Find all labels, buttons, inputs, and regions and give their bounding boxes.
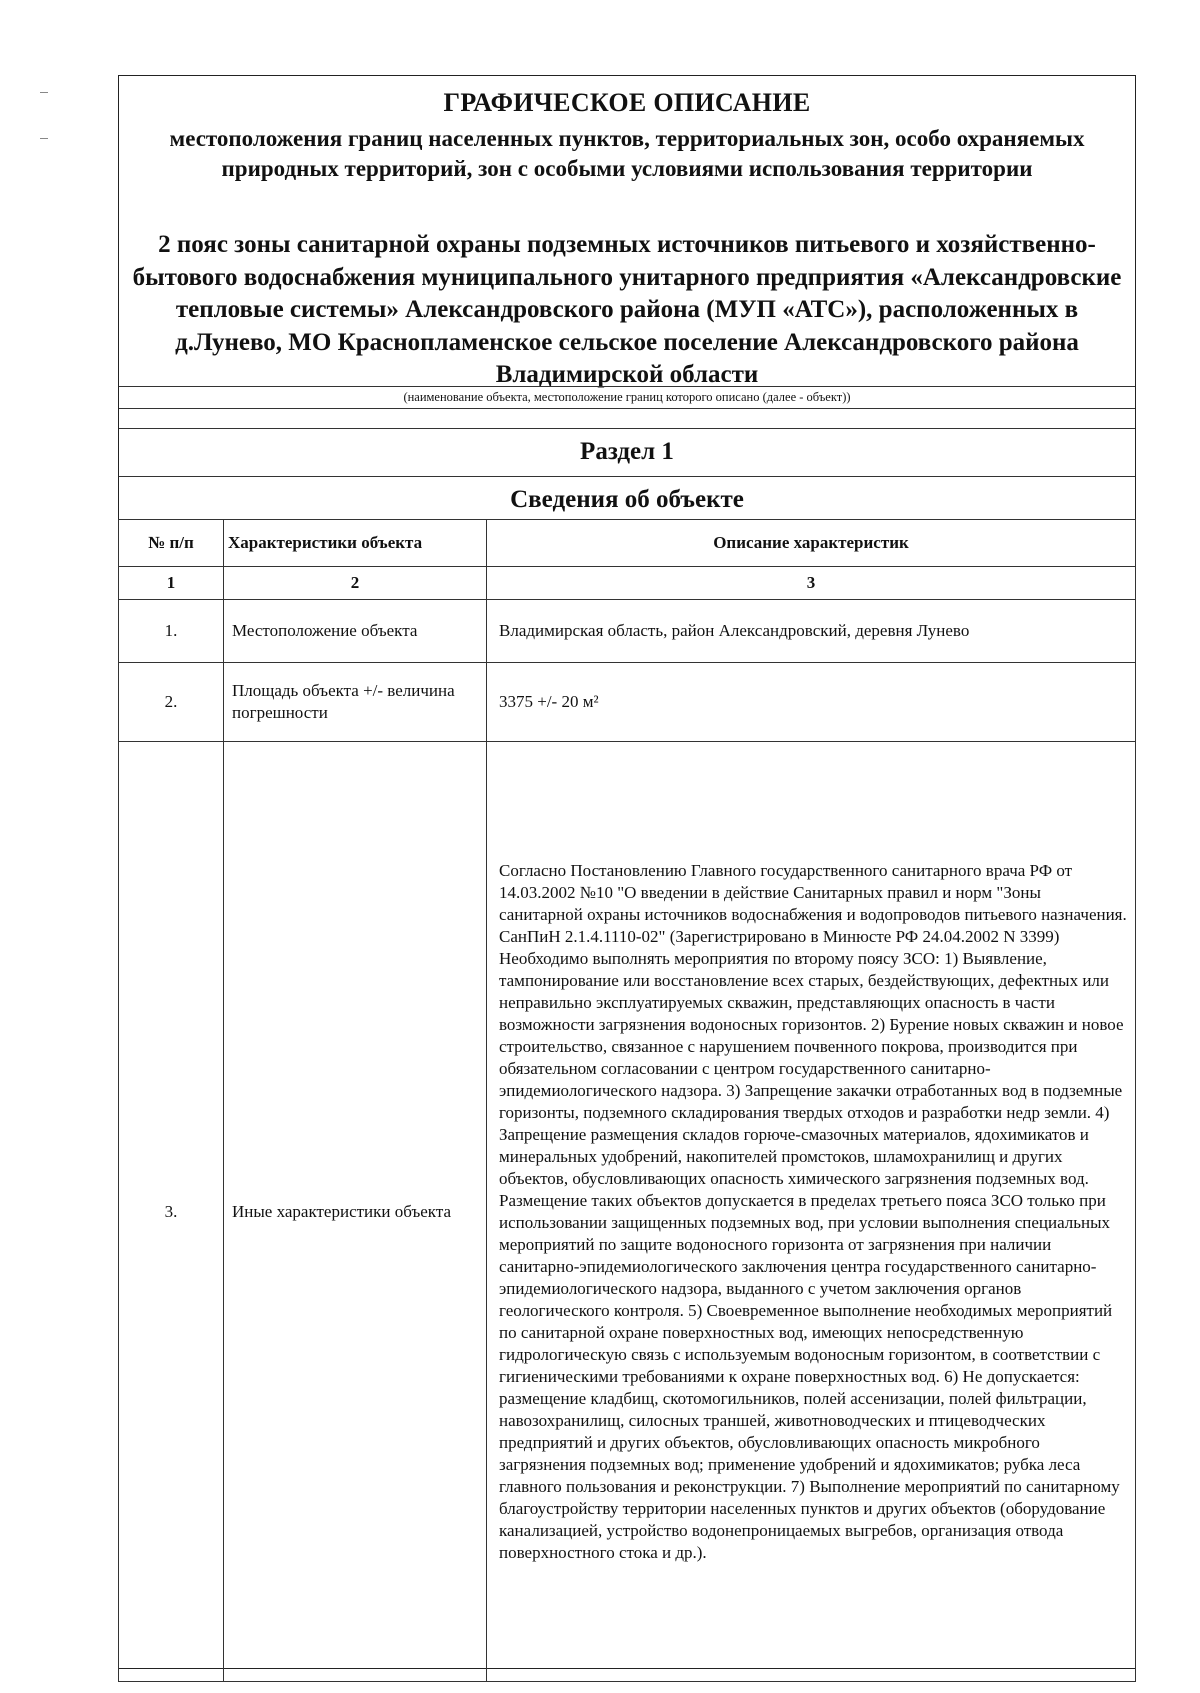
section-subtitle-row bbox=[119, 476, 1135, 521]
table-row bbox=[119, 663, 1136, 742]
object-hint: (наименование объекта, местоположение границ которого описано (далее - объект)) bbox=[403, 390, 851, 404]
column-number: 3 bbox=[487, 567, 1136, 600]
row-description: Согласно Постановлению Главного государственного санитарного врача РФ от 14.03.2002 №10 "О введении в действие Санитарных правил и норм "Зоны санитарной охраны источников водоснабжения и водопроводов питьевого назначения. СанПиН 2.1.4.1110-02" (Зарегистрировано в Минюсте РФ 24.04.2002 N 3399) Необходимо выполнять мероприятия по второму поясу ЗСО: 1) Выявление, тампонирование или восстановление всех старых, бездействующих, дефектных или неправильно эксплуатируемых скважин, представляющих опасность в части возможности загрязнения водоносных горизонтов. 2) Бурение новых скважин и новое строительство, связанное с нарушением почвенного покрова, производится при обязательном согласовании с центром государственного санитарно-эпидемиологического надзора. 3) Запрещение закачки отработанных вод в подземные горизонты, подземного складирования твердых отходов и разработки недр земли. 4) Запрещение размещения складов горюче-смазочных материалов, ядохимикатов и минеральных удобрений, накопителей промстоков, шламохранилищ и других объектов, обусловливающих опасность химического загрязнения подземных вод. Размещение таких объектов допускается в пределах третьего пояса ЗСО только при использовании защищенных подземных вод, при условии выполнения специальных мероприятий по защите водоносного горизонта от загрязнения при наличии санитарно-эпидемиологического заключения центра государственного санитарно-эпидемиологического надзора, выданного с учетом заключения органов геологического контроля. 5) Своевременное выполнение необходимых мероприятий по санитарной охране поверхностных вод, имеющих непосредственную гидрологическую связь с используемым водоносным горизонтом, в соответствии с гигиеническими требованиями к охране поверхностных вод. 6) Не допускается: размещение кладбищ, скотомогильников, полей ассенизации, полей фильтрации, навозохранилищ, силосных траншей, животноводческих и птицеводческих предприятий и других объектов, обусловливающих опасность микробного загрязнения подземных вод; применение удобрений и ядохимикатов; рубка леса главного пользования и реконструкции. 7) Выполнение мероприятий по санитарному благоустройству территории населенных пунктов и других объектов (оборудование канализацией, устройство водонепроницаемых выгребов, организация отвода поверхностного стока и др.). bbox=[487, 742, 1136, 1682]
row-number: 1. bbox=[119, 600, 224, 663]
document-frame bbox=[118, 75, 1136, 1669]
object-details-table bbox=[118, 519, 1136, 1682]
document-title: ГРАФИЧЕСКОЕ ОПИСАНИЕ bbox=[443, 88, 811, 117]
section-title-row bbox=[119, 428, 1135, 477]
row-number: 3. bbox=[119, 742, 224, 1682]
column-number: 2 bbox=[224, 567, 487, 600]
margin-mark bbox=[40, 138, 48, 139]
table-header-row bbox=[119, 520, 1136, 567]
table-row bbox=[119, 742, 1136, 1682]
column-number: 1 bbox=[119, 567, 224, 600]
row-description: Владимирская область, район Александровский, деревня Лунево bbox=[487, 600, 1136, 663]
object-hint-row bbox=[119, 386, 1135, 409]
row-characteristic: Местоположение объекта bbox=[224, 600, 487, 663]
row-characteristic: Иные характеристики объекта bbox=[224, 742, 487, 1682]
document-header bbox=[119, 76, 1135, 386]
document-subtitle: местоположения границ населенных пунктов, территориальных зон, особо охраняемых природных территорий, зон с особыми условиями использования территории bbox=[169, 126, 1085, 181]
section-subtitle: Сведения об объекте bbox=[510, 486, 744, 513]
row-description: 3375 +/- 20 м² bbox=[487, 663, 1136, 742]
column-header-characteristic: Характеристики объекта bbox=[224, 520, 487, 567]
object-name: 2 пояс зоны санитарной охраны подземных источников питьевого и хозяйственно-бытового водоснабжения муниципального унитарного предприятия «Александровские тепловые системы» Александровского района (МУП «АТС»), расположенных в д.Лунево, МО Краснопламенское сельское поселение Александровского района Владимирской области bbox=[132, 231, 1122, 388]
table-column-numbers-row bbox=[119, 567, 1136, 600]
row-number: 2. bbox=[119, 663, 224, 742]
column-header-description: Описание характеристик bbox=[487, 520, 1136, 567]
table-row bbox=[119, 600, 1136, 663]
column-header-number: № п/п bbox=[119, 520, 224, 567]
spacer-row bbox=[119, 408, 1135, 429]
row-characteristic: Площадь объекта +/- величина погрешности bbox=[224, 663, 487, 742]
margin-mark bbox=[40, 92, 48, 93]
section-title: Раздел 1 bbox=[580, 438, 674, 465]
